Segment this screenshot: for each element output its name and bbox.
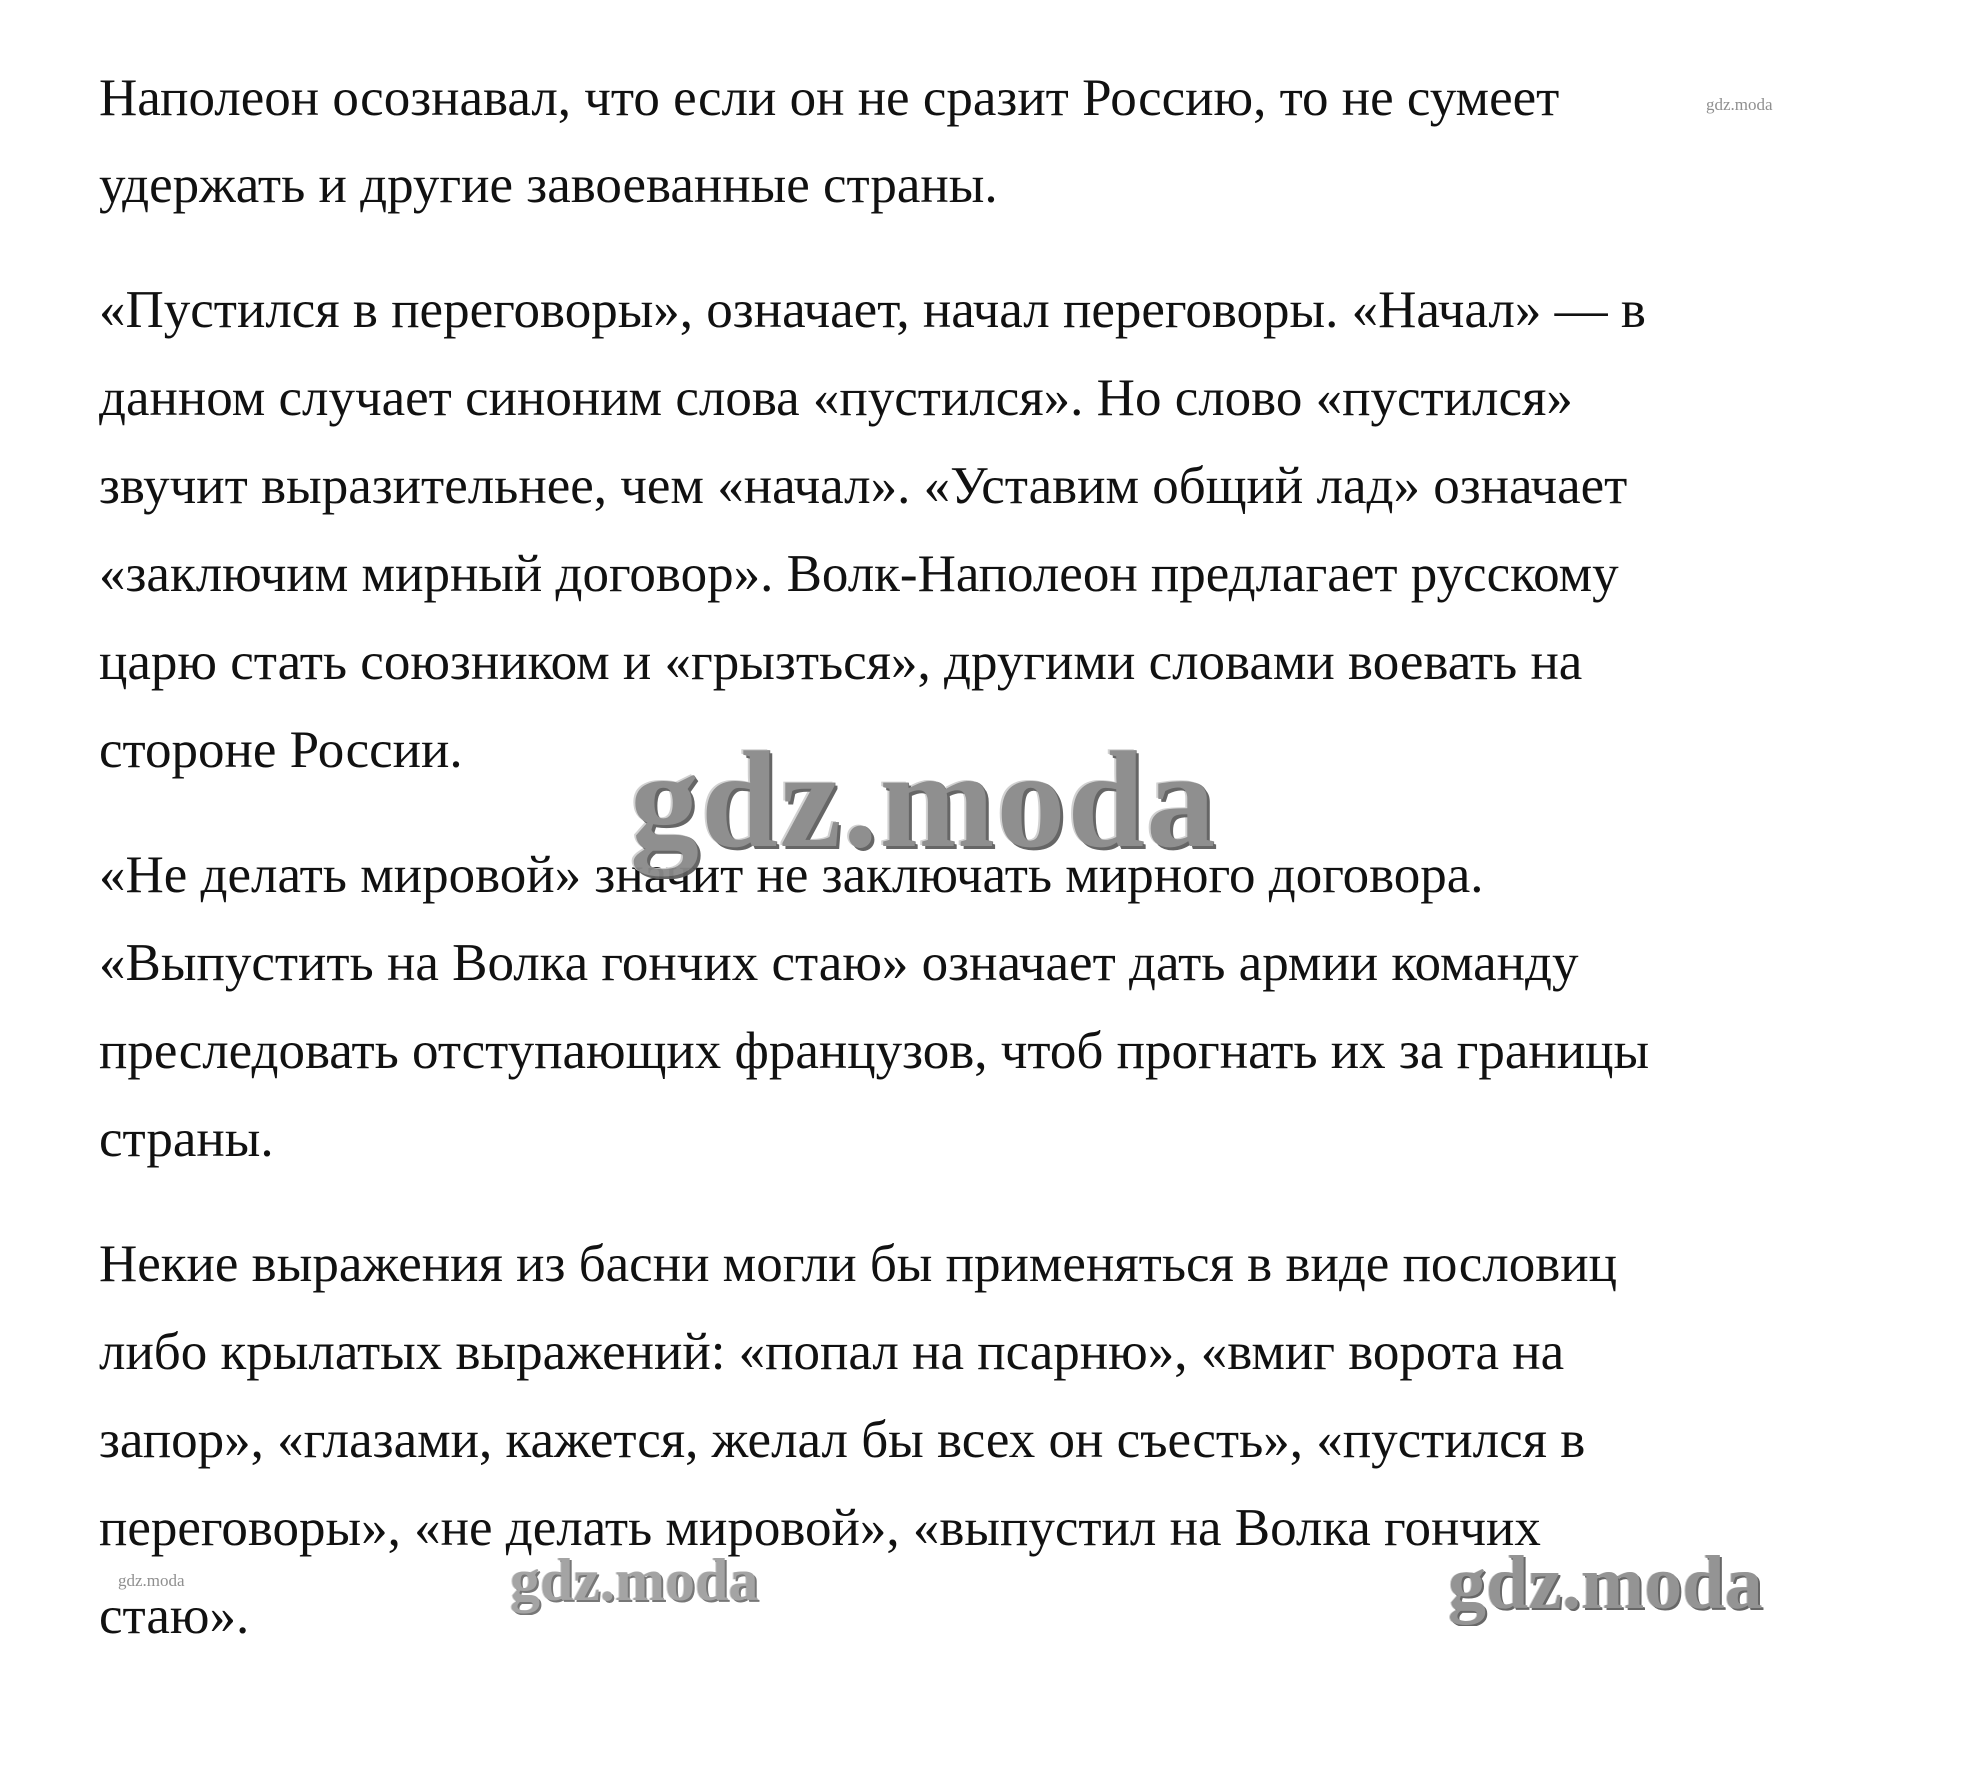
paragraph-2-line-6: стороне России. [99, 721, 463, 779]
paragraph-1-line-1: Наполеон осознавал, что если он не сразит Россию, то не сумеет [99, 69, 1560, 127]
paragraph-2-line-2: данном случает синоним слова «пустился». Но слово «пустился» [99, 369, 1573, 427]
paragraph-2-line-3: звучит выразительнее, чем «начал». «Уставим общий лад» означает [99, 457, 1628, 515]
paragraph-2-line-4: «заключим мирный договор». Волк-Наполеон предлагает русскому [99, 545, 1619, 603]
paragraph-3-line-3: преследовать отступающих французов, чтоб прогнать их за границы [99, 1022, 1650, 1080]
watermark-right: gdz.moda [1448, 1541, 1763, 1625]
paragraph-2-line-1: «Пустился в переговоры», означает, начал переговоры. «Начал» — в [99, 281, 1646, 339]
watermark-large: gdz.moda [630, 723, 1218, 876]
paragraph-1-line-2: удержать и другие завоеванные страны. [99, 156, 998, 214]
paragraph-2-line-5: царю стать союзником и «грызться», другими словами воевать на [99, 633, 1583, 691]
paragraph-4-line-2: либо крылатых выражений: «попал на псарню», «вмиг ворота на [99, 1323, 1565, 1381]
paragraph-4-line-1: Некие выражения из басни могли бы применяться в виде пословиц [99, 1235, 1617, 1293]
paragraph-3-line-4: страны. [99, 1110, 274, 1168]
paragraph-4-line-4: переговоры», «не делать мировой», «выпустил на Волка гончих [99, 1499, 1541, 1557]
watermark-tiny-top: gdz.moda [1706, 95, 1773, 114]
paragraph-3-line-2: «Выпустить на Волка гончих стаю» означает дать армии команду [99, 934, 1579, 992]
paragraph-3-line-1: «Не делать мировой» значит не заключать мирного договора. [99, 846, 1484, 904]
paragraph-4-line-3: запор», «глазами, кажется, желал бы всех он съесть», «пустился в [99, 1411, 1586, 1469]
paragraph-4-line-5: стаю». [99, 1587, 250, 1645]
watermark-tiny-bottom: gdz.moda [118, 1571, 185, 1590]
watermark-medium: gdz.moda [510, 1547, 759, 1613]
